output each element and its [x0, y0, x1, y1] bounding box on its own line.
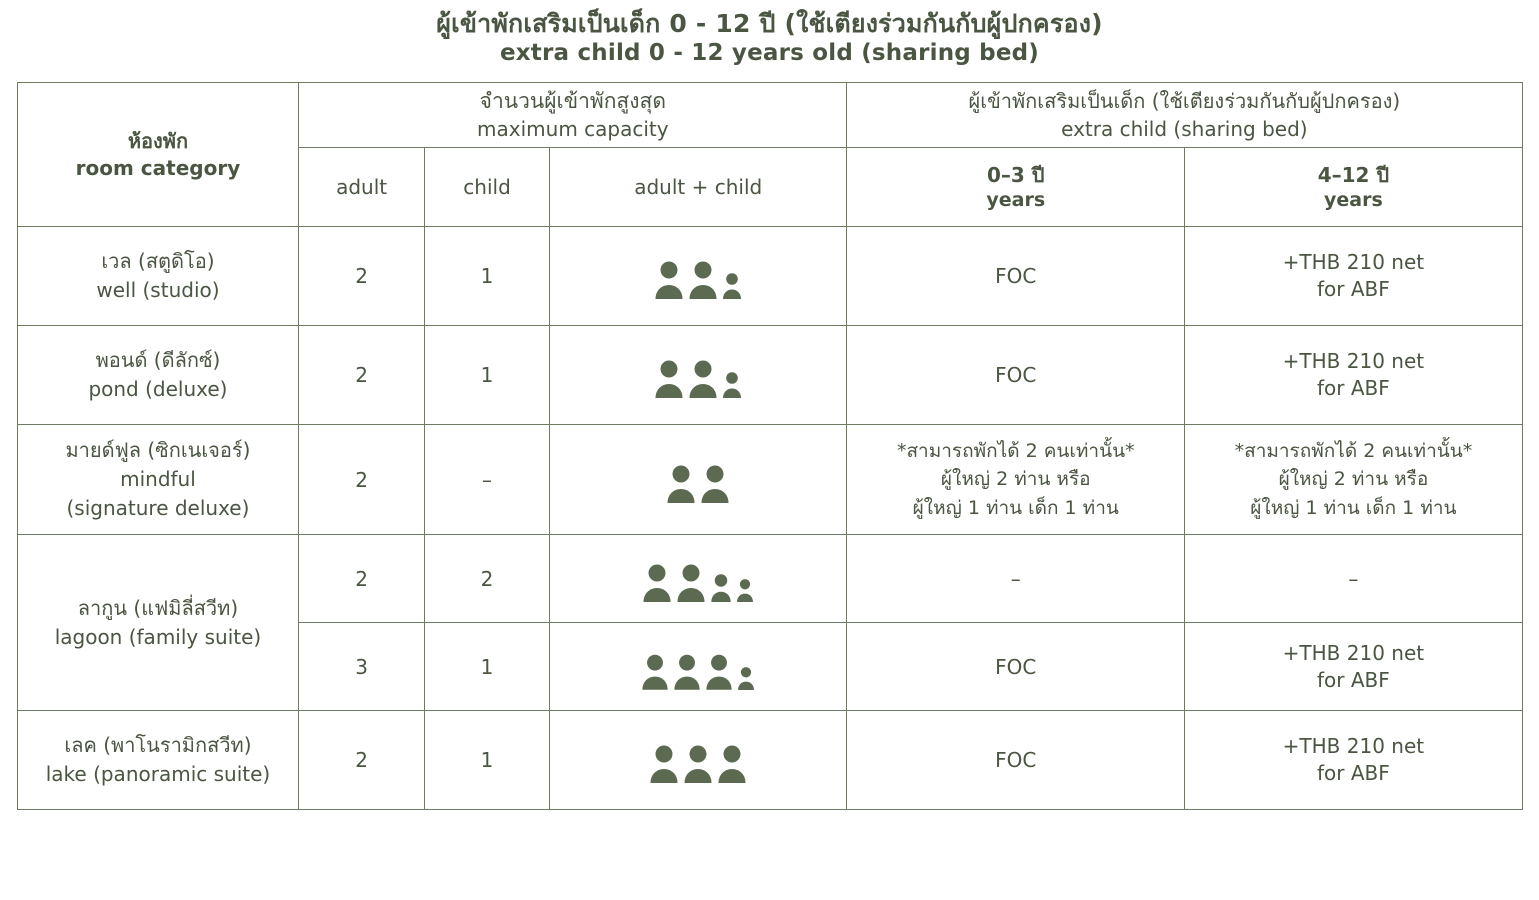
age-4-12-line-2: for ABF — [1317, 667, 1390, 692]
age-4-12-cell — [1185, 711, 1522, 810]
age-0-3-cell — [847, 326, 1185, 425]
age-4-12-line-1: +THB 210 net — [1282, 640, 1425, 665]
adult-icon — [673, 654, 701, 690]
adult-count: 2 — [299, 326, 424, 425]
age-0-3-cell — [847, 425, 1185, 535]
header-max-capacity-english: maximum capacity — [477, 116, 669, 141]
child-count: 2 — [424, 535, 549, 623]
adult-count: 2 — [299, 425, 424, 535]
header-extra-child — [847, 83, 1522, 148]
age-0-3-value: FOC — [995, 654, 1037, 679]
header-room-category-english: room category — [75, 155, 241, 180]
occupancy-icons-cell — [550, 227, 847, 326]
people-icons — [556, 556, 840, 602]
room-name-thai: เลค (พาโนรามิกสวีท) — [64, 733, 252, 757]
adult-icon — [717, 745, 747, 783]
header-age-0-3-english: years — [986, 188, 1046, 211]
adult-icon — [676, 564, 706, 602]
header-child: child — [424, 148, 549, 227]
header-max-capacity — [299, 83, 847, 148]
people-icons — [556, 737, 840, 783]
occupancy-icons-cell — [550, 326, 847, 425]
age-4-12-cell — [1185, 623, 1522, 711]
adult-count: 3 — [299, 623, 424, 711]
room-name-english: lake (panoramic suite) — [45, 762, 271, 786]
page-title — [16, 8, 1523, 68]
age-0-3-line-3: ผู้ใหญ่ 1 ท่าน เด็ก 1 ท่าน — [912, 496, 1119, 519]
age-0-3-value: FOC — [995, 264, 1037, 288]
age-0-3-cell — [847, 623, 1185, 711]
adult-icon — [666, 465, 696, 503]
age-4-12-line-3: ผู้ใหญ่ 1 ท่าน เด็ก 1 ท่าน — [1250, 496, 1457, 519]
room-name-thai: มายด์ฟูล (ซิกเนเจอร์) — [65, 438, 251, 462]
table-row — [17, 425, 1522, 535]
header-room-category-thai: ห้องพัก — [127, 128, 189, 153]
header-row-groups — [17, 83, 1522, 148]
header-max-capacity-thai: จำนวนผู้เข้าพักสูงสุด — [479, 89, 666, 114]
people-icons — [556, 352, 840, 398]
adult-icon — [641, 654, 669, 690]
child-icon — [737, 667, 755, 690]
child-count: 1 — [424, 326, 549, 425]
age-4-12-cell — [1185, 227, 1522, 326]
age-0-3-line-2: ผู้ใหญ่ 2 ท่าน หรือ — [940, 468, 1091, 491]
age-0-3-cell: – — [847, 535, 1185, 623]
header-age-0-3-thai: 0–3 ปี — [987, 162, 1045, 187]
age-0-3-line-1: *สามารถพักได้ 2 คนเท่านั้น* — [896, 439, 1135, 462]
adult-icon — [683, 745, 713, 783]
room-name-thai: ลากูน (แฟมิลี่สวีท) — [77, 595, 239, 620]
people-icons — [556, 644, 840, 690]
age-4-12-line-2: for ABF — [1317, 376, 1390, 400]
adult-icon — [700, 465, 730, 503]
age-4-12-cell — [1185, 425, 1522, 535]
room-cell — [17, 326, 299, 425]
header-age-0-3 — [847, 148, 1185, 227]
occupancy-icons-cell — [550, 711, 847, 810]
adult-icon — [642, 564, 672, 602]
age-4-12-line-1: +THB 210 net — [1282, 250, 1425, 274]
header-adult: adult — [299, 148, 424, 227]
adult-icon — [654, 360, 684, 398]
child-count: 1 — [424, 623, 549, 711]
child-icon — [736, 579, 754, 602]
age-4-12-line-2: ผู้ใหญ่ 2 ท่าน หรือ — [1278, 468, 1429, 491]
room-name-english: lagoon (family suite) — [54, 624, 262, 649]
child-count: 1 — [424, 711, 549, 810]
header-age-4-12 — [1185, 148, 1522, 227]
room-name-english: pond (deluxe) — [88, 377, 228, 401]
adult-count: 2 — [299, 535, 424, 623]
page-title-thai: ผู้เข้าพักเสริมเป็นเด็ก 0 - 12 ปี (ใช้เตียงร่วมกันกับผู้ปกครอง) — [436, 9, 1103, 38]
table-row — [17, 227, 1522, 326]
occupancy-icons-cell — [550, 535, 847, 623]
age-4-12-line-2: for ABF — [1317, 277, 1390, 301]
table-row — [17, 711, 1522, 810]
room-name-thai: เวล (สตูดิโอ) — [101, 249, 215, 273]
room-cell — [17, 425, 299, 535]
age-4-12-line-1: +THB 210 net — [1282, 734, 1425, 758]
people-icons — [556, 457, 840, 503]
table-row — [17, 326, 1522, 425]
table-header — [17, 83, 1522, 227]
table-body — [17, 227, 1522, 810]
adult-icon — [705, 654, 733, 690]
adult-icon — [688, 360, 718, 398]
room-name-english-secondary: (signature deluxe) — [66, 496, 250, 520]
occupancy-icons-cell — [550, 623, 847, 711]
capacity-table — [17, 82, 1523, 810]
age-0-3-value: FOC — [995, 363, 1037, 387]
adult-count: 2 — [299, 227, 424, 326]
age-4-12-cell — [1185, 326, 1522, 425]
child-icon — [710, 574, 732, 602]
room-name-thai: พอนด์ (ดีลักซ์) — [95, 348, 221, 372]
room-name-english: well (studio) — [96, 278, 220, 302]
age-0-3-cell — [847, 711, 1185, 810]
room-cell — [17, 535, 299, 711]
page-title-english: extra child 0 - 12 years old (sharing bed) — [499, 40, 1040, 67]
adult-count: 2 — [299, 711, 424, 810]
age-4-12-cell: – — [1185, 535, 1522, 623]
adult-icon — [654, 261, 684, 299]
room-cell — [17, 227, 299, 326]
occupancy-icons-cell — [550, 425, 847, 535]
table-row — [17, 535, 1522, 623]
age-4-12-line-1: *สามารถพักได้ 2 คนเท่านั้น* — [1234, 439, 1473, 462]
child-icon — [722, 273, 742, 299]
adult-icon — [688, 261, 718, 299]
header-room-category — [17, 83, 299, 227]
room-cell — [17, 711, 299, 810]
header-adult-plus-child: adult + child — [550, 148, 847, 227]
header-age-4-12-thai: 4–12 ปี — [1317, 162, 1390, 187]
header-age-4-12-english: years — [1324, 188, 1383, 211]
child-count: – — [424, 425, 549, 535]
age-0-3-value: FOC — [995, 748, 1037, 772]
adult-icon — [649, 745, 679, 783]
age-0-3-cell — [847, 227, 1185, 326]
age-4-12-line-1: +THB 210 net — [1282, 349, 1425, 373]
room-name-english: mindful — [120, 467, 196, 491]
age-4-12-line-2: for ABF — [1317, 761, 1390, 785]
header-extra-child-english: extra child (sharing bed) — [1061, 117, 1308, 141]
child-icon — [722, 372, 742, 398]
header-extra-child-thai: ผู้เข้าพักเสริมเป็นเด็ก (ใช้เตียงร่วมกันกับผู้ปกครอง) — [968, 89, 1401, 113]
people-icons — [556, 253, 840, 299]
child-count: 1 — [424, 227, 549, 326]
